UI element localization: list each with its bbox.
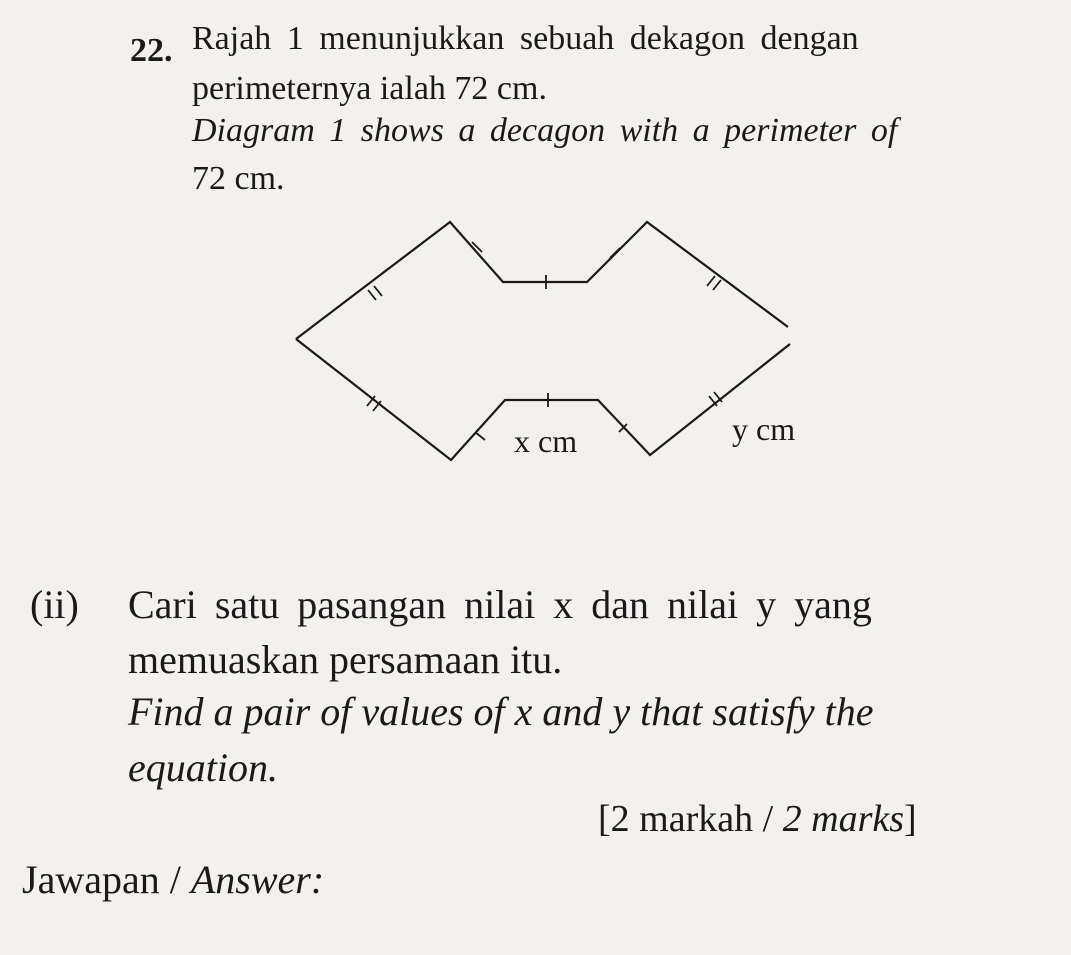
answer-label	[22, 857, 325, 902]
subquestion-malay-line2: memuaskan persamaan itu.	[128, 637, 563, 682]
marks-close: ]	[904, 798, 917, 840]
double-tick-mark	[374, 286, 382, 296]
marks-english: 2 marks	[782, 798, 905, 840]
marks-allocation	[598, 800, 917, 838]
question-english-line2: 72 cm.	[192, 160, 285, 197]
subquestion-malay-line1: Cari satu pasangan nilai x dan nilai y yang	[128, 582, 872, 627]
tick-mark	[610, 248, 620, 258]
answer-english: Answer:	[190, 857, 325, 902]
question-malay-line1: Rajah 1 menunjukkan sebuah dekagon dengan	[192, 20, 859, 57]
double-tick-mark	[368, 290, 376, 300]
answer-malay: Jawapan /	[22, 857, 191, 902]
subquestion-english-line1: Find a pair of values of x and y that satisfy the	[128, 689, 874, 734]
double-tick-mark	[707, 276, 715, 286]
tick-mark	[475, 432, 485, 440]
subquestion-english-line2: equation.	[128, 745, 278, 790]
tick-marks	[367, 242, 722, 440]
question-malay-line2: perimeternya ialah 72 cm.	[192, 70, 547, 107]
label-x-cm: x cm	[514, 423, 578, 459]
double-tick-mark	[713, 280, 721, 290]
subquestion-number: (ii)	[30, 582, 79, 627]
label-y-cm: y cm	[732, 411, 796, 447]
marks-malay: [2 markah /	[598, 798, 783, 840]
question-english-line1: Diagram 1 shows a decagon with a perimeter of	[192, 112, 898, 149]
question-number: 22.	[130, 32, 173, 69]
